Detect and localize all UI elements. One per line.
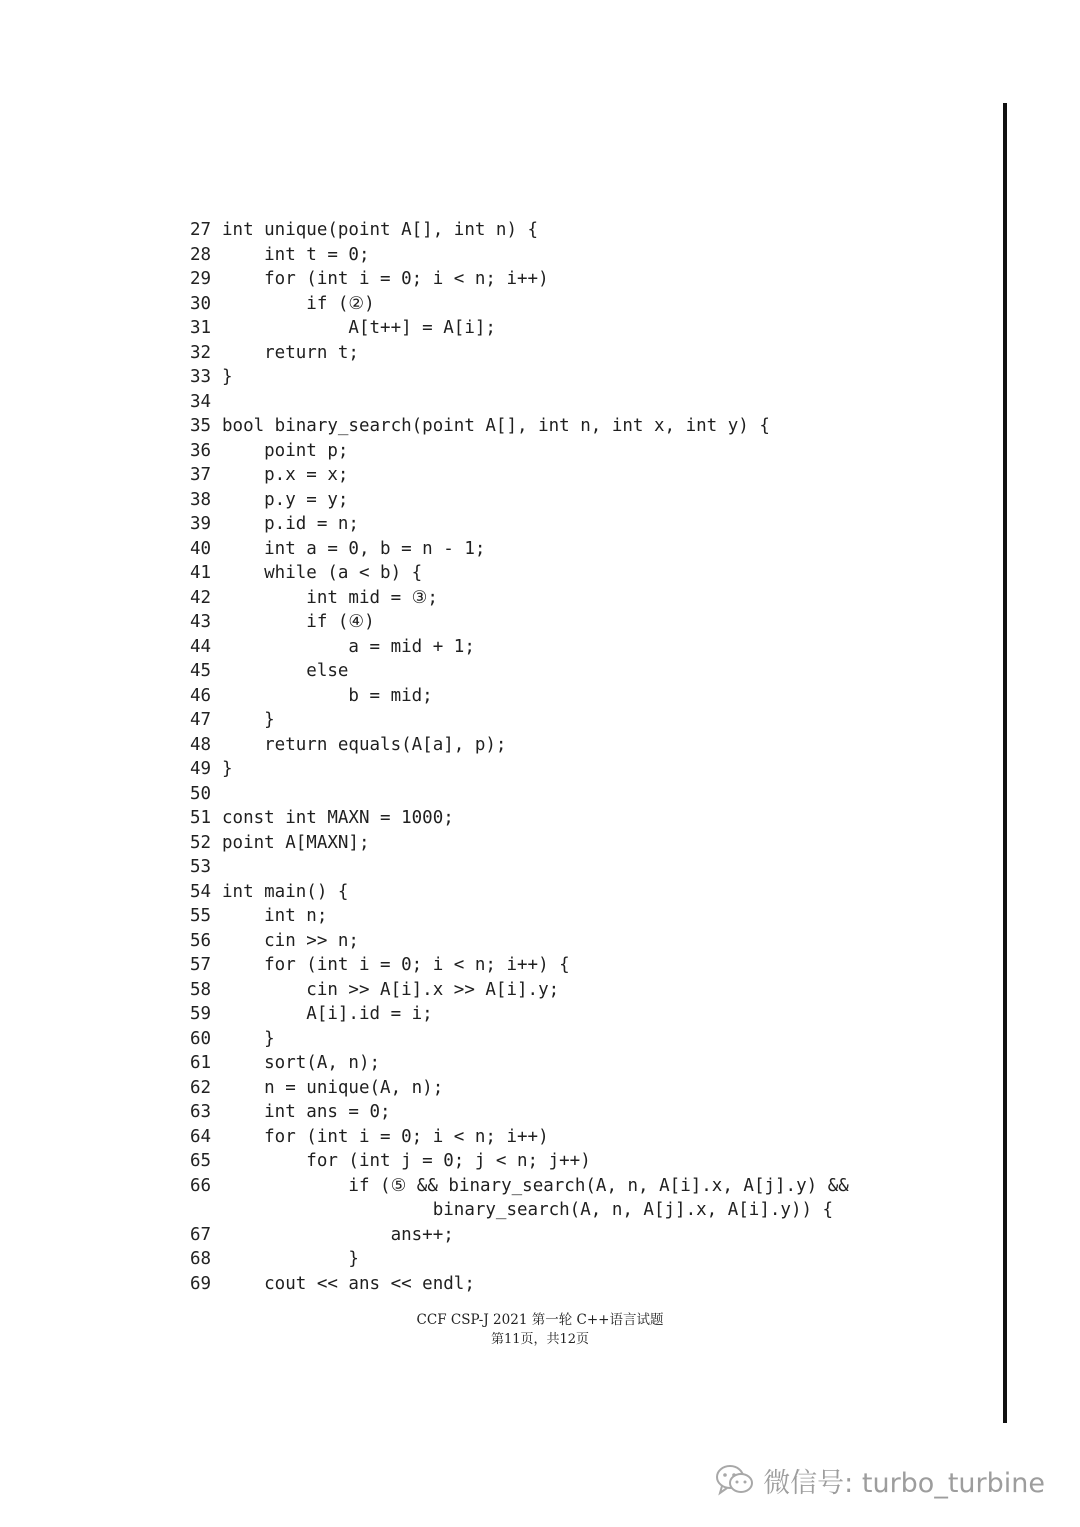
code-text: cin >> A[i].x >> A[i].y; <box>222 979 560 1000</box>
code-listing <box>190 218 970 1296</box>
code-line <box>190 708 970 733</box>
code-line <box>190 1002 970 1027</box>
code-line <box>190 537 970 562</box>
line-number: 67 <box>190 1224 212 1245</box>
code-text: int n; <box>222 906 328 926</box>
code-line <box>190 1076 970 1101</box>
code-text: if (⑤ && binary_search(A, n, A[i].x, A[j].y) && <box>222 1175 849 1196</box>
line-number: 50 <box>190 783 212 804</box>
code-line <box>190 610 970 635</box>
code-line <box>190 1027 970 1052</box>
code-line <box>190 953 970 978</box>
code-line <box>190 292 970 317</box>
code-text: int a = 0, b = n - 1; <box>222 538 486 559</box>
code-line <box>190 659 970 684</box>
line-number: 49 <box>190 759 212 779</box>
line-number: 48 <box>190 734 212 755</box>
line-number: 30 <box>190 293 212 314</box>
code-line <box>190 978 970 1003</box>
code-text: p.id = n; <box>222 514 359 534</box>
code-text: sort(A, n); <box>222 1053 381 1073</box>
code-line <box>190 1223 970 1248</box>
code-line <box>190 414 970 439</box>
code-line <box>190 243 970 268</box>
footer-page-number: 第11页，共12页 <box>490 1332 590 1347</box>
line-number: 46 <box>190 685 212 706</box>
code-line <box>190 1174 970 1199</box>
watermark-text: 微信号: turbo_turbine <box>763 1467 1045 1499</box>
code-line <box>190 341 970 366</box>
code-line <box>190 1051 970 1076</box>
line-number: 58 <box>190 979 212 1000</box>
watermark <box>715 1458 1045 1502</box>
code-line <box>190 1247 970 1272</box>
code-text: b = mid; <box>222 685 433 706</box>
code-text: while (a < b) { <box>222 563 423 583</box>
line-number: 51 <box>190 808 212 828</box>
line-number: 53 <box>190 857 212 877</box>
code-text: if (②) <box>222 293 375 314</box>
line-number: 57 <box>190 955 212 975</box>
line-number: 54 <box>190 881 212 902</box>
code-text: if (④) <box>222 612 375 632</box>
code-text: A[i].id = i; <box>222 1004 433 1024</box>
line-number: 59 <box>190 1004 212 1024</box>
code-line <box>190 782 970 807</box>
line-number: 61 <box>190 1053 212 1073</box>
code-line <box>190 390 970 415</box>
code-text: } <box>222 367 233 387</box>
code-text: } <box>222 759 233 779</box>
line-number: 43 <box>190 612 212 632</box>
line-number: 29 <box>190 269 212 289</box>
wechat-icon <box>715 1463 755 1497</box>
code-line <box>190 218 970 243</box>
code-line <box>190 1272 970 1297</box>
line-number: 36 <box>190 440 212 461</box>
code-text: bool binary_search(point A[], int n, int x, int y) { <box>222 416 770 436</box>
code-line <box>190 806 970 831</box>
code-text: a = mid + 1; <box>222 636 475 657</box>
code-text: } <box>222 1249 359 1269</box>
code-text: point p; <box>222 440 349 461</box>
line-number: 47 <box>190 710 212 730</box>
code-text: p.y = y; <box>222 489 349 510</box>
line-number: 45 <box>190 661 212 681</box>
line-number: 40 <box>190 538 212 559</box>
code-line <box>190 561 970 586</box>
code-text: int main() { <box>222 881 349 902</box>
line-number: 33 <box>190 367 212 387</box>
line-number: 69 <box>190 1273 212 1294</box>
code-text: return t; <box>222 342 359 363</box>
line-number: 60 <box>190 1028 212 1049</box>
line-number: 56 <box>190 930 212 951</box>
line-number: 31 <box>190 318 212 338</box>
code-text: int mid = ③; <box>222 587 438 608</box>
line-number: 68 <box>190 1249 212 1269</box>
code-line <box>190 929 970 954</box>
code-text: point A[MAXN]; <box>222 832 370 853</box>
code-line <box>190 512 970 537</box>
code-line <box>190 855 970 880</box>
code-line <box>190 439 970 464</box>
code-text: const int MAXN = 1000; <box>222 808 454 828</box>
line-number <box>190 1198 222 1223</box>
code-text: return equals(A[a], p); <box>222 734 507 755</box>
code-line <box>190 1149 970 1174</box>
margin-rule <box>1003 103 1007 1423</box>
line-number: 41 <box>190 563 212 583</box>
line-number: 63 <box>190 1102 212 1122</box>
line-number: 66 <box>190 1175 212 1196</box>
code-text: for (int j = 0; j < n; j++) <box>222 1151 591 1171</box>
code-line <box>190 831 970 856</box>
code-line <box>190 1198 970 1223</box>
code-line <box>190 488 970 513</box>
code-text: int unique(point A[], int n) { <box>222 220 539 240</box>
code-line <box>190 316 970 341</box>
code-text: int ans = 0; <box>222 1102 391 1122</box>
code-line <box>190 757 970 782</box>
line-number: 62 <box>190 1077 212 1098</box>
code-text: else <box>222 661 349 681</box>
line-number: 39 <box>190 514 212 534</box>
line-number: 35 <box>190 416 212 436</box>
code-line <box>190 684 970 709</box>
code-text: for (int i = 0; i < n; i++) <box>222 1126 549 1147</box>
code-text: n = unique(A, n); <box>222 1077 444 1098</box>
code-text: A[t++] = A[i]; <box>222 318 496 338</box>
code-text: ans++; <box>222 1224 454 1245</box>
code-text: int t = 0; <box>222 244 370 265</box>
code-line <box>190 1100 970 1125</box>
line-number: 42 <box>190 587 212 608</box>
line-number: 64 <box>190 1126 212 1147</box>
code-text: p.x = x; <box>222 465 349 485</box>
code-line <box>190 904 970 929</box>
line-number: 34 <box>190 391 212 412</box>
code-line <box>190 733 970 758</box>
code-text: } <box>222 710 275 730</box>
code-text: cin >> n; <box>222 930 359 951</box>
code-text: for (int i = 0; i < n; i++) <box>222 269 549 289</box>
code-line <box>190 635 970 660</box>
line-number: 65 <box>190 1151 212 1171</box>
code-text: binary_search(A, n, A[j].x, A[i].y)) { <box>222 1200 834 1220</box>
code-line <box>190 267 970 292</box>
code-line <box>190 1125 970 1150</box>
line-number: 32 <box>190 342 212 363</box>
code-line <box>190 880 970 905</box>
line-number: 28 <box>190 244 212 265</box>
code-line <box>190 463 970 488</box>
line-number: 44 <box>190 636 212 657</box>
code-text: cout << ans << endl; <box>222 1273 475 1294</box>
code-text: for (int i = 0; i < n; i++) { <box>222 955 570 975</box>
code-text: } <box>222 1028 275 1049</box>
footer-title: CCF CSP-J 2021 第一轮 C++语言试题 <box>416 1312 664 1328</box>
line-number: 37 <box>190 465 212 485</box>
code-line <box>190 365 970 390</box>
code-line <box>190 586 970 611</box>
line-number: 38 <box>190 489 212 510</box>
line-number: 52 <box>190 832 212 853</box>
line-number: 55 <box>190 906 212 926</box>
line-number: 27 <box>190 220 212 240</box>
